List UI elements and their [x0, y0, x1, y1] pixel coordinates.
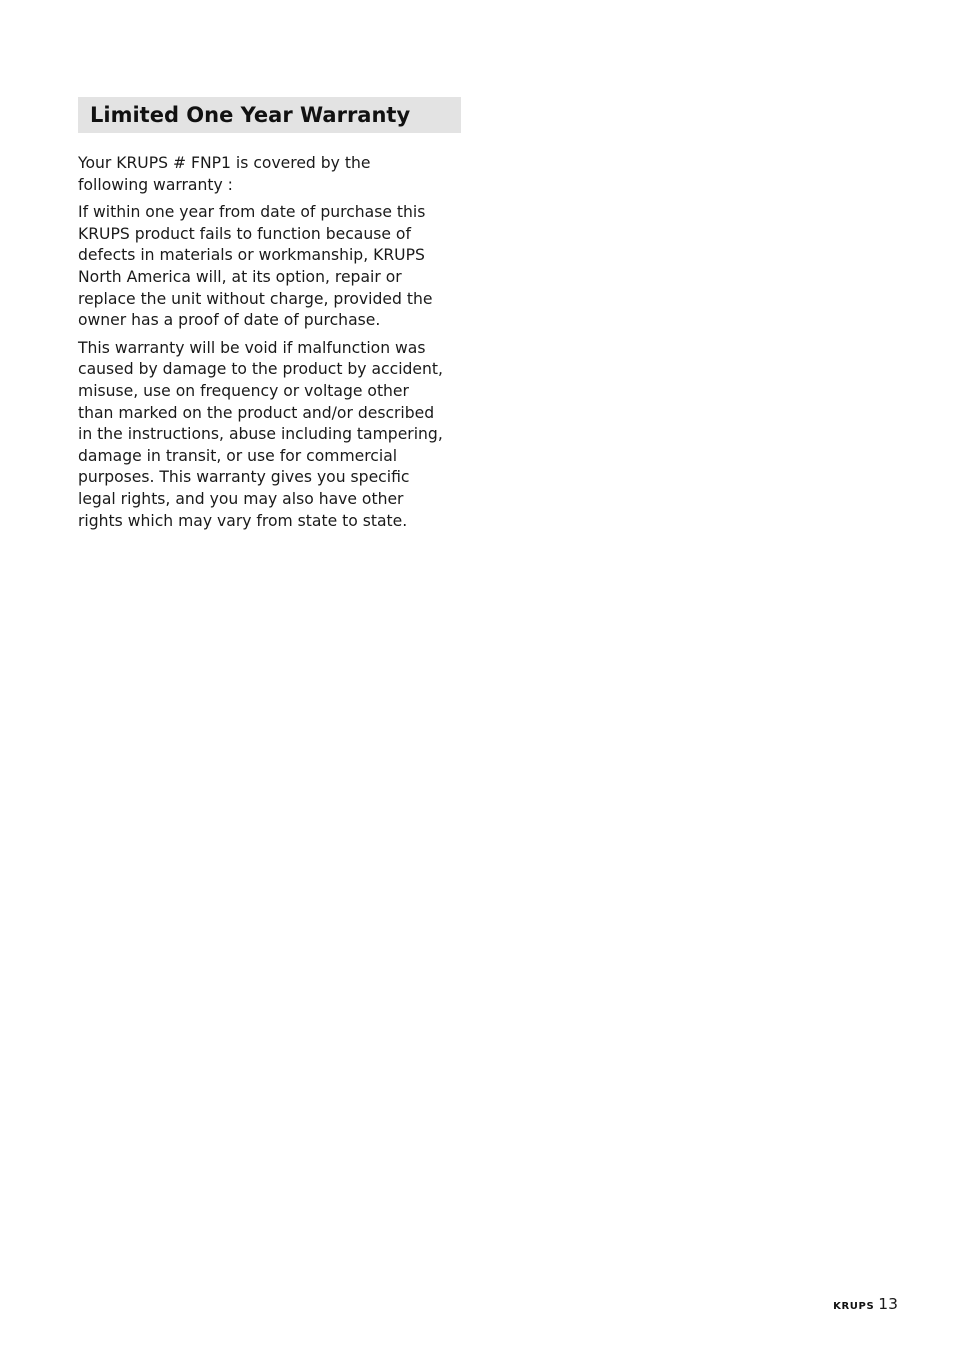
page-number: 13	[878, 1295, 898, 1313]
text-line: KRUPS product fails to function because of	[78, 224, 411, 243]
text-line: misuse, use on frequency or voltage other	[78, 381, 409, 400]
text-line: defects in materials or workmanship, KRUPS	[78, 246, 425, 265]
warranty-paragraph-terms	[78, 202, 468, 332]
text-line: caused by damage to the product by accident,	[78, 360, 443, 379]
text-line: owner has a proof of date of purchase.	[78, 311, 381, 330]
text-line: in the instructions, abuse including tampering,	[78, 425, 443, 444]
warranty-heading-bar	[78, 97, 461, 133]
warranty-body	[78, 153, 468, 538]
page-footer	[833, 1295, 898, 1313]
text-line: following warranty :	[78, 175, 233, 194]
text-line: purposes. This warranty gives you specific	[78, 468, 410, 487]
text-line: Your KRUPS # FNP1 is covered by the	[78, 154, 371, 172]
text-line: replace the unit without charge, provided the	[78, 289, 433, 308]
krups-logo: KRUPS	[833, 1301, 875, 1312]
warranty-paragraph-coverage	[78, 153, 468, 196]
text-line: If within one year from date of purchase this	[78, 203, 426, 222]
page-title: Limited One Year Warranty	[90, 103, 411, 127]
text-line: damage in transit, or use for commercial	[78, 446, 398, 465]
text-line: North America will, at its option, repair or	[78, 267, 402, 286]
warranty-paragraph-exclusions	[78, 338, 468, 532]
text-line: than marked on the product and/or described	[78, 403, 435, 422]
text-line: rights which may vary from state to state.	[78, 511, 408, 530]
text-line: legal rights, and you may also have other	[78, 489, 404, 508]
text-line: This warranty will be void if malfunction was	[78, 338, 426, 357]
